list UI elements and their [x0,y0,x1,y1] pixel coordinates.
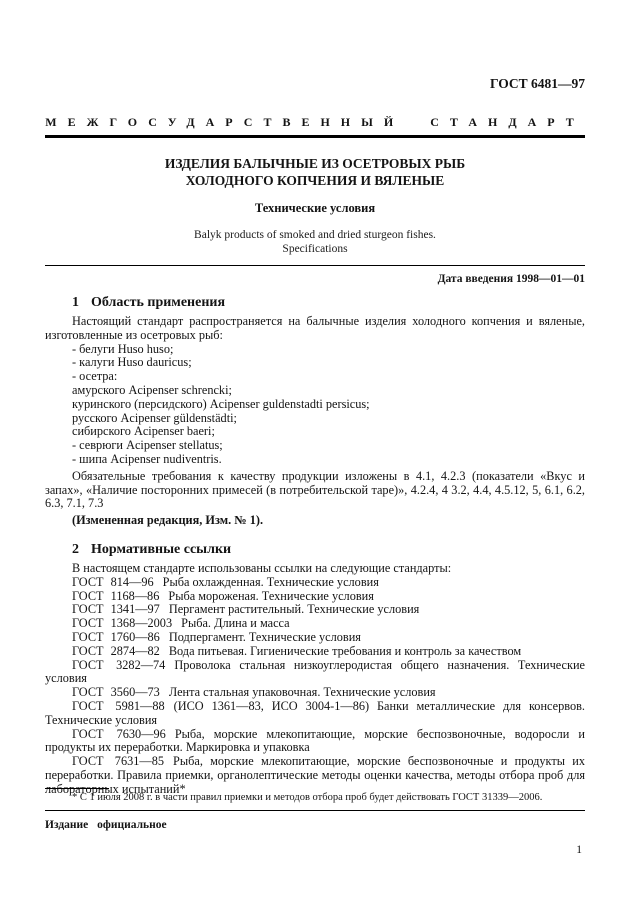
gost-reference-title: (ИСО 1361—83, ИСО 3004-1—86) Банки металлические для консервов. Технические условия [45,698,585,727]
gost-reference-code: ГОСТ 1760—86 [72,629,160,644]
gost-reference-code: ГОСТ 7630—96 [72,726,166,741]
gost-reference [45,603,585,617]
section-1-number: 1 [72,295,79,310]
title-line-1: ИЗДЕЛИЯ БАЛЫЧНЫЕ ИЗ ОСЕТРОВЫХ РЫБ [164,156,466,171]
mandatory-requirements-para: Обязательные требования к качеству продукции изложены в 4.1, 4.2.3 (показатели «Вкус и запах», «Наличие посторонних примесей (в потребительской таре)», 4.2.4, 4 3.2, 4.4, 4.5.12, 5, 6.1, 6.2, 6.3, 7.1, 7.3 [45,468,585,511]
gost-reference [45,590,585,604]
section-1-heading [45,294,585,311]
title-rule [45,265,585,266]
standard-type-label: МЕЖГОСУДАРСТВЕННЫЙ СТАНДАРТ [45,115,585,129]
footnote-separator [45,788,109,789]
gost-reference [45,700,585,728]
gost-reference [45,659,585,687]
gost-reference-title: Рыба мороженая. Технические условия [168,588,374,603]
gost-reference-title: Рыба, морские млекопитающие, морские беспозвоночные, водоросли и продукты их переработки. Маркировка и упаковка [45,726,586,755]
gost-reference [45,631,585,645]
edition-note: Издание официальное [45,818,167,831]
document-title-en [45,229,585,256]
species-list-item: - севрюги Acipenser stellatus; [72,438,223,453]
gost-reference [45,617,585,631]
gost-reference-code: ГОСТ 5981—88 [72,698,165,713]
footer-rule [45,810,585,811]
page-number: 1 [576,844,582,856]
title-en-line-2: Specifications [282,242,348,255]
title-line-2: ХОЛОДНОГО КОПЧЕНИЯ И ВЯЛЕНЫЕ [185,172,445,188]
species-list-item: - осетра: [72,369,118,384]
species-list-item: сибирского Acipenser baeri; [72,424,215,439]
gost-reference-title: Вода питьевая. Гигиенические требования и контроль за качеством [168,643,522,658]
gost-reference-title: Рыба охлажденная. Технические условия [162,574,379,589]
section-2-number: 2 [72,541,79,557]
gost-reference-title: Подпергамент. Технические условия [168,629,361,644]
footnote-text: * С 1 июля 2008 г. в части правил приемки и методов отбора проб будет действовать ГОСТ 31339—2006. [72,792,543,803]
species-list-item: - шипа Acipenser nudiventris. [72,451,222,466]
gost-reference [45,645,585,659]
gost-reference-code: ГОСТ 7631—85 [72,754,164,769]
gost-reference-code: ГОСТ 2874—82 [72,643,160,658]
header-rule [45,135,585,138]
effective-date: Дата введения 1998—01—01 [437,273,585,285]
gost-reference-title: Лента стальная упаковочная. Технические условия [168,685,436,700]
gost-reference-code: ГОСТ 1341—97 [72,602,160,617]
subtitle-ru: Технические условия [254,201,376,215]
gost-reference-code: ГОСТ 1168—86 [72,588,160,603]
doc-number: ГОСТ 6481—97 [489,76,585,91]
gost-reference [45,728,585,756]
amendment-note: (Измененная редакция, Изм. № 1). [72,513,264,528]
section-2-intro: В настоящем стандарте использованы ссылки на следующие стандарты: [72,560,452,575]
section-2-title: Нормативные ссылки [91,541,232,557]
species-list-item: куринского (персидского) Acipenser guldenstadti persicus; [72,396,370,411]
document-title-ru [45,156,585,189]
section-1-title: Область применения [91,295,226,310]
species-list-item: - калуги Huso dauricus; [72,355,192,370]
species-list-item: амурского Acipenser schrencki; [72,382,232,397]
species-list-item: - белуги Huso huso; [72,341,174,356]
section-2-heading [45,541,585,558]
species-list-item: русского Acipenser güldenstädti; [72,410,237,425]
gost-reference-code: ГОСТ 814—96 [72,574,154,589]
gost-reference [45,686,585,700]
gost-reference-title: Проволока стальная низкоуглеродистая общего назначения. Технические условия [45,657,586,686]
section-1-intro: Настоящий стандарт распространяется на балычные изделия холодного копчения и вяленые, изготовленные из осетровых рыб: [45,314,585,342]
page-footer [45,788,585,832]
gost-reference-title: Пергамент растительный. Технические условия [168,602,420,617]
title-en-line-1: Balyk products of smoked and dried sturgeon fishes. [194,229,436,241]
gost-reference-title: Рыба. Длина и масса [181,616,290,631]
gost-reference [45,576,585,590]
gost-reference-code: ГОСТ 3282—74 [72,657,166,672]
gost-reference-code: ГОСТ 1368—2003 [72,616,173,631]
gost-reference-code: ГОСТ 3560—73 [72,685,160,700]
gost-reference-title: Рыба, морские млекопитающие, морские беспозвоночные и продукты их переработки. Правила приемки, органолептические методы оценки качества, методы отбора проб для лабораторных испытаний* [45,754,585,796]
